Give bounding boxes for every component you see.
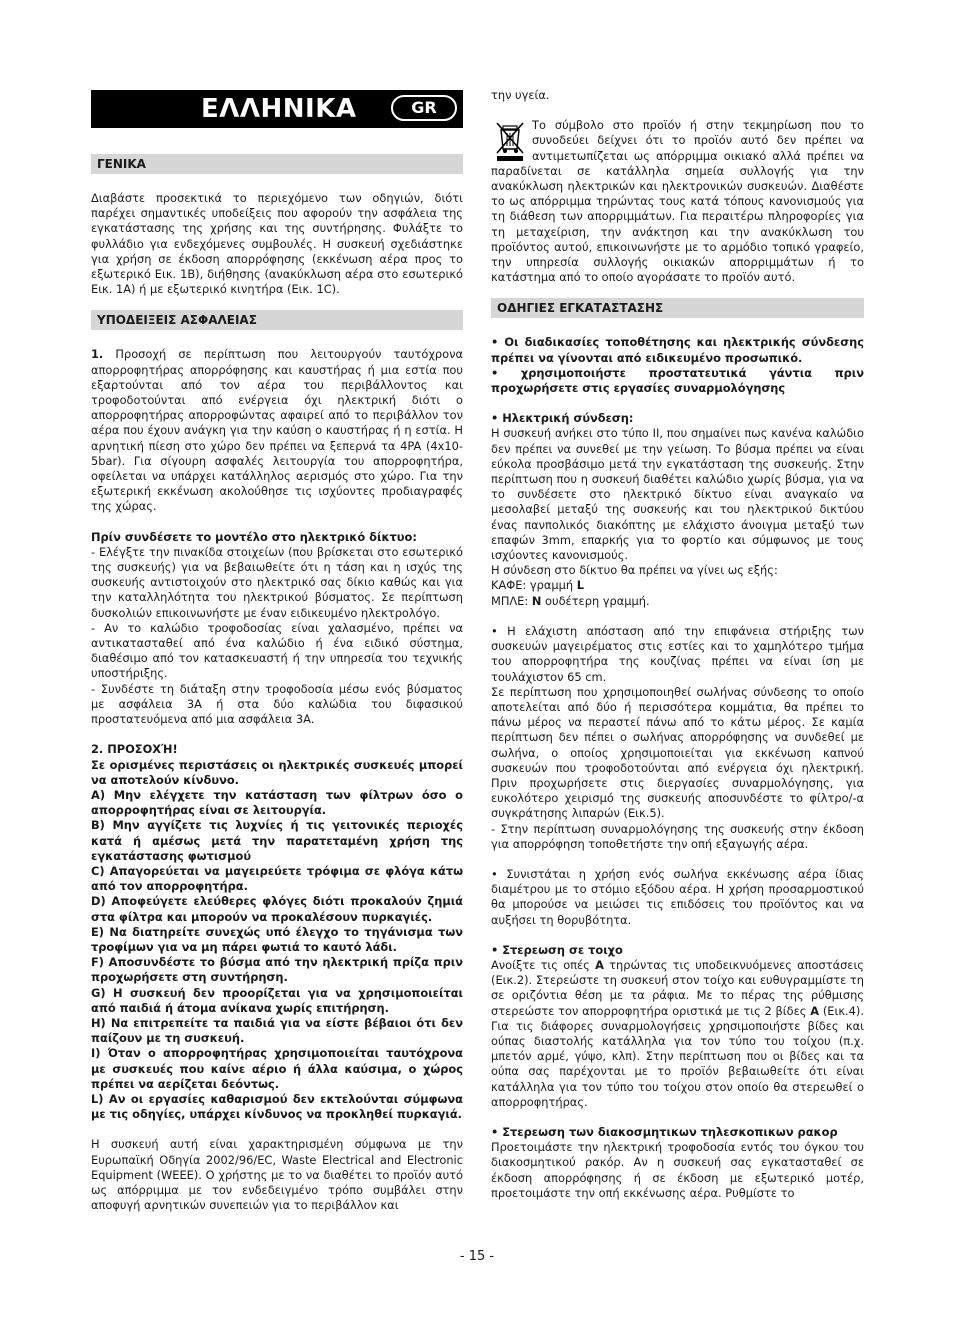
safety-note-1-number: 1. xyxy=(91,347,104,362)
connection-item-2: - Αν το καλώδιο τροφοδοσίας είναι χαλασμένο, πρέπει να αντικατασταθεί από ένα καλώδιο ή ένα ειδικό σύστημα, διαθέσιμο από τον κατασκευαστή ή την υπηρεσία του τεχνικής υποστήριξης. xyxy=(91,620,463,681)
warning-item-h: H) Να επιτρεπείτε τα παιδιά για να είστε βέβαιοι ότι δεν παίζουν με τη συσκευή. xyxy=(91,1015,463,1046)
wall-mount-text-2: τηρώντας τις υποδεικνυόμενες αποστάσεις (Εικ.2). Στερεώστε τη συσκευή στον τοίχο και ευθυγραμμίστε τη σε οριζόντια θέση με τα ράφια. Με το πέρας της ρύθμισης στερεώστε τον απορροφητήρα οριστικά με τις 2 βίδες xyxy=(491,957,864,1018)
connection-heading: Πρίν συνδέσετε το μοντέλο στο ηλεκτρικό δίκτυο: xyxy=(91,529,417,544)
connection-item-1: - Ελέγξτε την πινακίδα στοιχείων (που βρίσκεται στο εσωτερικό της συσκευής) για να βεβαιωθείτε ότι η τάση και η ισχύς της συσκευής αντιστοιχούν στο ηλεκτρικό σας δίκιο καθώς και για την καταλληλότητα του ηλεκτρικού βύσματος. Σε περίπτωση δυσκολιών επικοινωνήστε με έναν ειδικευμένο ηλεκτρολόγο. xyxy=(91,544,463,620)
telescopic-heading: • Στερεωση των διακοσμητικων τηλεσκοπικων ρακορ xyxy=(491,1124,838,1139)
install-bullet-1: • Οι διαδικασίες τοποθέτησης και ηλεκτρικής σύνδεσης πρέπει να γίνονται από ειδικευμένο προσωπικό. xyxy=(491,335,864,365)
warning-item-i: I) Όταν ο απορροφητήρας χρησιμοποιείται ταυτόχρονα με συσκευές που καίνε αέριο ή άλλα καύσιμα, ο χώρος πρέπει να αερίζεται δεόντως. xyxy=(91,1046,463,1091)
blue-wire-code: N xyxy=(531,593,542,608)
brown-wire-code: L xyxy=(576,578,584,593)
pipe-connection-paragraph: Σε περίπτωση που χρησιμοποιηθεί σωλήνας σύνδεσης το οποίο αποτελείται από δύο ή περισσότερα κομμάτια, θα πρέπει το πάνω μέρος να περαστεί πάνω από το κάτω μέρος. Σε καμία περίπτωση δεν πέπει ο σωλήνας απορρόφησης να συνδεθεί με σωλήνα, ο οποίος χρησιμοποιείται για εκκένωση καπνού συσκευών που τροφοδοτούνται από ενέργεια όχι ηλεκτρική. Πριν προχωρήσετε στις διεργασίες συναρμολόγησης, για ευκολότερο χειρισμό της συσκευής αποσυνδέστε το φίλτρο/-α συγκράτησης λιπαρών (Εικ.5). xyxy=(491,684,864,821)
electrical-heading: • Ηλεκτρική σύνδεση: xyxy=(491,411,634,426)
warning-item-a: A) Μην ελέγχετε την κατάσταση των φίλτρων όσο ο απορροφητήρας είναι σε λειτουργία. xyxy=(91,787,463,818)
distance-paragraph: • Η ελάχιστη απόσταση από την επιφάνεια στήριξης των συσκευών μαγειρέματος στις εστίες και το χαμηλότερο τμήμα του απορροφητήρα της κουζίνας πρέπει να είναι ίση με τουλάχιστον 65 cm. xyxy=(491,623,864,684)
wall-mount-text-3: (Εικ.4). Για τις διάφορες συναρμολογήσεις χρησιμοποιήστε βίδες και ούπας διαστολής κατάλληλα για τον τύπο του τοίχου (π.χ. μπετόν αρμέ, γύψο, κλπ). Στην περίπτωση που οι βίδες και τα ούπα σας παρέχονται με το προϊόν βεβαιωθείτε ότι είναι κατάλληλα για τον τύπο του τοίχου στον οποίο θα στερεωθεί ο απορροφητήρας. xyxy=(491,1003,864,1109)
section-heading-installation: ΟΔΗΓΙΕΣ ΕΓΚΑΤΑΣΤΑΣΗΣ xyxy=(491,298,864,318)
electrical-connection-line: Η σύνδεση στο δίκτυο θα πρέπει να γίνει ως εξής: xyxy=(491,563,778,578)
language-title: ΕΛΛΗΝΙΚΑ xyxy=(201,94,357,124)
telescopic-paragraph: Προετοιμάστε την ηλεκτρική τροφοδοσία εντός του όγκου του διακοσμητικού ρακόρ. Αν η συσκευή σας εγκατασταθεί σε έκδοση απορρόφησης ή σε έκδοση με εξωτερικό μοτέρ, προετοιμάστε την οπή εκκένωσης αέρα. Ρυθμίστε το xyxy=(491,1140,864,1200)
weee-symbol-text: Το σύμβολο στο προϊόν ή στην τεκμηρίωση που το συνοδεύει δείχνει ότι το προϊόν αυτό δεν πρέπει να αντιμετωπίζεται ως απόρριμμα οικιακό αλλά πρέπει να παραδίνεται σε κατάλληλα σημεία συλλογής για την ανακύκλωση ηλεκτρικών και ηλεκτρονικών συσκευών. Διαθέστε το ως απόρριμμα τηρώντας τους κατά τόπους κανονισμούς για τη διάθεση των απορριμμάτων. Για περαιτέρω πληροφορίες για τη μεταχείριση, την ανάκτηση και την ανακύκλωση του προϊόντος αυτού, επικοινωνήστε με το αρμόδιο τοπικό γραφείο, την υπηρεσία συλλογής οικιακών απορριμμάτων ή το κατάστημα από το οποίο αγοράσατε το προϊόν αυτό. xyxy=(491,118,864,285)
left-column xyxy=(91,88,463,1213)
safety-note-1 xyxy=(91,347,463,514)
warning-item-b: B) Μην αγγίζετε τις λυχνίες ή τις γειτονικές περιοχές κατά ή αμέσως μετά την παρατεταμένη χρήση της εγκατάστασης φωτισμού xyxy=(91,818,463,863)
connection-item-3: - Συνδέστε τη διάταξη στην τροφοδοσία μέσω ενός βύσματος με ασφάλεια 3A ή στα δύο καλώδια του διφασικού προστατευόμενα από μια ασφάλεια 3A. xyxy=(91,681,463,727)
brown-wire-line xyxy=(491,578,864,593)
blue-wire-line xyxy=(491,594,864,609)
warning-item-f: F) Αποσυνδέστε το βύσμα από την ηλεκτρική πρίζα πριν προχωρήσετε στη συντήρηση. xyxy=(91,955,463,985)
warning-intro: Σε ορισμένες περιστάσεις οι ηλεκτρικές συσκευές μπορεί να αποτελούν κίνδυνο. xyxy=(91,757,463,787)
blue-wire-label: ΜΠΛΕ: xyxy=(491,593,532,608)
right-column xyxy=(491,88,864,1201)
page-number: - 15 - xyxy=(459,1249,495,1264)
weee-paragraph: Η συσκευή αυτή είναι χαρακτηρισμένη σύμφωνα με την Ευρωπαϊκή Οδηγία 2002/96/EC, Waste Electrical and Electronic Equipment (WEEE). Ο χρήστης με το να διαθέτει το προϊόν αυτό ως απόρριμμα με τον ενδεδειγμένο τρόπο συμβάλει στην αποφυγή αρνητικών συνεπειών για το περιβάλλον και xyxy=(91,1137,463,1213)
pipe-diameter-paragraph: • Συνιστάται η χρήση ενός σωλήνα εκκένωσης αέρα ίδιας διαμέτρου με το στόμιο εξόδου αέρα. Η χρήση προσαρμοστικού θα μπορούσε να μειώσει τις επιδόσεις του προϊόντος και να αυξήσει τη θορυβότητα. xyxy=(491,866,864,927)
wall-mount-ref-a1: A xyxy=(595,957,604,972)
warning-heading: 2. ΠΡΟΣΟΧΉ! xyxy=(91,742,178,757)
electrical-paragraph: Η συσκευή ανήκει στο τύπο II, που σημαίνει πως κανένα καλώδιο δεν πρέπει να συνεθεί με την γείωση. Το βύσμα πρέπει να είναι εύκολα προσβάσιμο μετά την εγκατάσταση της συσκευής. Στην περίπτωση που η συσκευή διαθέτει καλώδιο χωρίς βύσμα, για να το συνδέσετε στο ηλεκτρικό δίκτυο είναι αναγκαίο να μεσολαβεί μεταξύ της συσκευής και του ηλεκτρικού δικτύου ένας πανπολικός διακόπτης με ελάχιστο άνοιγμα μεταξύ των επαφών 3mm, επαρκής για το φορτίο και σύμφωνος με τους ισχύοντες κανονισμούς. xyxy=(491,426,864,563)
install-bullet-2: • χρησιμοποιήστε προστατευτικά γάντια πριν προχωρήσετε στις εργασίες συναρμολόγησης xyxy=(491,365,864,396)
warning-item-d: D) Αποφεύγετε ελεύθερες φλόγες διότι προκαλούν ζημιά στα φίλτρα και μπορούν να προκαλέσουν πυρκαγιές. xyxy=(91,894,463,924)
weee-symbol-block xyxy=(491,118,864,285)
extraction-paragraph: - Στην περίπτωση συναρμολόγησης της συσκευής στην έκδοση για απορρόφηση τοποθετήστε την οπή εξαγωγής αέρα. xyxy=(491,821,864,851)
wall-mount-text-1: Ανοίξτε τις οπές xyxy=(491,957,596,972)
language-badge: GR xyxy=(391,95,457,121)
warning-item-l: L) Αν οι εργασίες καθαρισμού δεν εκτελούνται σύμφωνα με τις οδηγίες, υπάρχει κίνδυνος να προκληθεί πυρκαγιά. xyxy=(91,1091,463,1122)
section-heading-general: ΓΕΝΙΚΑ xyxy=(91,154,463,174)
language-title-bar xyxy=(91,90,463,128)
brown-wire-label: ΚΑΦΕ: γραμμή xyxy=(491,578,577,593)
general-paragraph: Διαβάστε προσεκτικά το περιεχόμενο των οδηγιών, διότι παρέχει σημαντικές υποδείξεις που αφορούν την ασφάλεια της εγκατάστασης της χρήσης και της συντήρησης. Φυλάξτε το φυλλάδιο για ενδεχόμενες συμβουλές. Η συσκευή σχεδιάστηκε για χρήση σε έκδοση απορρόφησης (εκκένωση αέρα προς το εξωτερικό Εικ. 1B), διήθησης (ανακύκλωση αέρα στο εσωτερικό Εικ. 1A) ή με εξωτερικό κινητήρα (Εικ. 1C). xyxy=(91,191,463,297)
wall-mount-paragraph xyxy=(491,958,864,1110)
wall-mount-ref-a2: A xyxy=(810,1003,820,1018)
safety-note-1-text: Προσοχή σε περίπτωση που λειτουργούν ταυτόχρονα απορροφητήρας απορρόφησης και καυστήρας ή μια εστία που εξαρτούνται από τον αέρα του περιβάλλοντος και τροφοδοτούνται από ενέργεια όχι ηλεκτρική διότι ο απορροφητήρας απορροφώντας αφαιρεί από το περιβάλλον τον αέρα που έχουν ανάγκη για την καύση ο καυστήρας ή η εστία. Η αρνητική πίεση στο χώρο δεν πρέπει να ξεπερνά τα 4PA (4x10-5bar). Για σίγουρη ασφαλές λειτουργία του απορροφητήρα, οφείλεται να υπάρχει κατάλληλος αερισμός στο χώρο. Για την εξωτερική εκκένωση ακολούθησε τις ισχύοντες προδιαγραφές της χώρας. xyxy=(91,347,463,514)
blue-wire-rest: ουδέτερη γραμμή. xyxy=(541,593,650,608)
weee-continuation: την υγεία. xyxy=(491,88,550,102)
warning-item-g: G) Η συσκευή δεν προορίζεται για να χρησιμοποιείται από παιδιά ή άτομα ανίκανα χωρίς επιτήρηση. xyxy=(91,985,463,1015)
warning-item-c: C) Απαγορεύεται να μαγειρεύετε τρόφιμα σε φλόγα κάτω από τον απορροφητήρα. xyxy=(91,863,463,894)
section-heading-safety: ΥΠΟΔΕΙΞΕΙΣ ΑΣΦΑΛΕΙΑΣ xyxy=(91,310,463,330)
warning-item-e: E) Να διατηρείτε συνεχώς υπό έλεγχο το τηγάνισμα των τροφίμων για να μη πάρει φωτιά το καυτό λάδι. xyxy=(91,924,463,954)
crossed-bin-icon xyxy=(495,121,525,163)
wall-mount-heading: • Στερεωση σε τοιχο xyxy=(491,942,623,957)
